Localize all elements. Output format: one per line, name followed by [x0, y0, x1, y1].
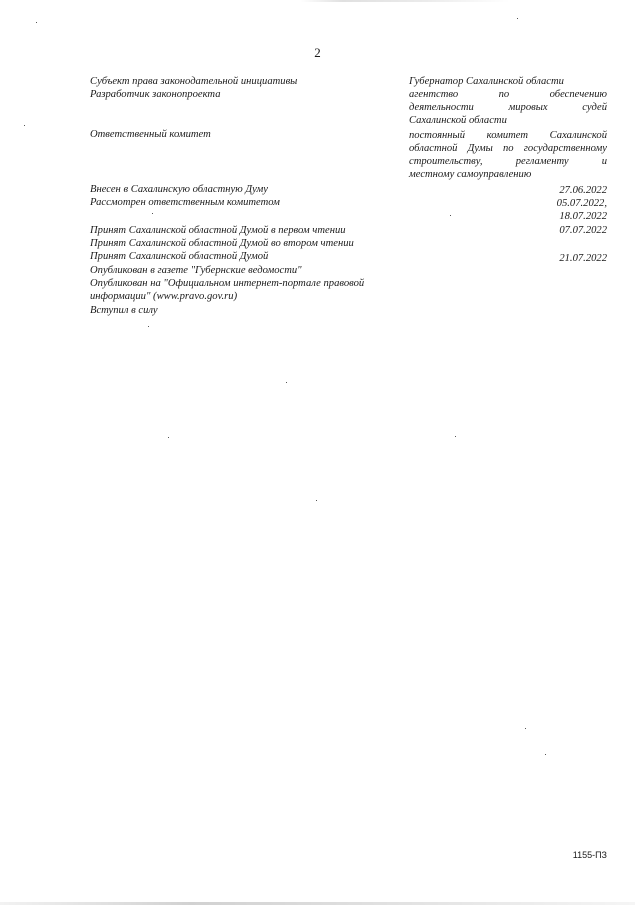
- scan-speck: [152, 213, 153, 214]
- scan-speck: [168, 437, 169, 438]
- page-number: 2: [314, 45, 321, 60]
- submitted-label: Внесен в Сахалинскую областную Думу: [90, 184, 268, 195]
- scan-speck: [545, 754, 546, 755]
- developer-label: Разработчик законопроекта: [90, 89, 221, 100]
- subject-value: Губернатор Сахалинской области: [409, 76, 564, 87]
- submitted-date: 27.06.2022: [559, 185, 607, 196]
- published-portal-label-line2: информации" (www.pravo.gov.ru): [90, 291, 238, 302]
- developer-value-line1: агентство по обеспечению: [409, 89, 607, 100]
- second-reading-label: Принят Сахалинской областной Думой во втором чтении: [90, 238, 354, 249]
- adopted-date: 21.07.2022: [559, 253, 607, 264]
- scan-speck: [517, 18, 518, 19]
- scan-speck: [286, 382, 287, 383]
- scan-speck: [24, 125, 25, 126]
- committee-value-line3: строительству, регламенту и: [409, 156, 607, 167]
- developer-value-line2: деятельности мировых судей: [409, 102, 607, 113]
- adopted-label: Принят Сахалинской областной Думой: [90, 251, 269, 262]
- scan-speck: [525, 728, 526, 729]
- published-gazette-label: Опубликован в газете "Губернские ведомости": [90, 265, 302, 276]
- scan-speck: [450, 215, 451, 216]
- scan-speck: [36, 22, 37, 23]
- developer-value-line3: Сахалинской области: [409, 115, 507, 126]
- scan-speck: [455, 436, 456, 437]
- footer-document-code: 1155-ПЗ: [572, 850, 607, 860]
- reviewed-date-1: 05.07.2022,: [556, 198, 607, 209]
- subject-label: Субъект права законодательной инициативы: [90, 76, 298, 87]
- first-reading-label: Принят Сахалинской областной Думой в первом чтении: [90, 225, 346, 236]
- first-reading-date: 07.07.2022: [559, 225, 607, 236]
- scan-speck: [316, 500, 317, 501]
- committee-value-line4: местному самоуправлению: [409, 169, 532, 180]
- effective-label: Вступил в силу: [90, 305, 158, 316]
- reviewed-date-2: 18.07.2022: [559, 211, 607, 222]
- committee-value-line1: постоянный комитет Сахалинской: [409, 130, 607, 141]
- scan-artifact-top: [300, 0, 510, 2]
- committee-value-line2: областной Думы по государственному: [409, 143, 607, 154]
- published-portal-label-line1: Опубликован на "Официальном интернет-портале правовой: [90, 278, 365, 289]
- reviewed-label: Рассмотрен ответственным комитетом: [90, 197, 280, 208]
- committee-label: Ответственный комитет: [90, 129, 211, 140]
- scan-speck: [148, 326, 149, 327]
